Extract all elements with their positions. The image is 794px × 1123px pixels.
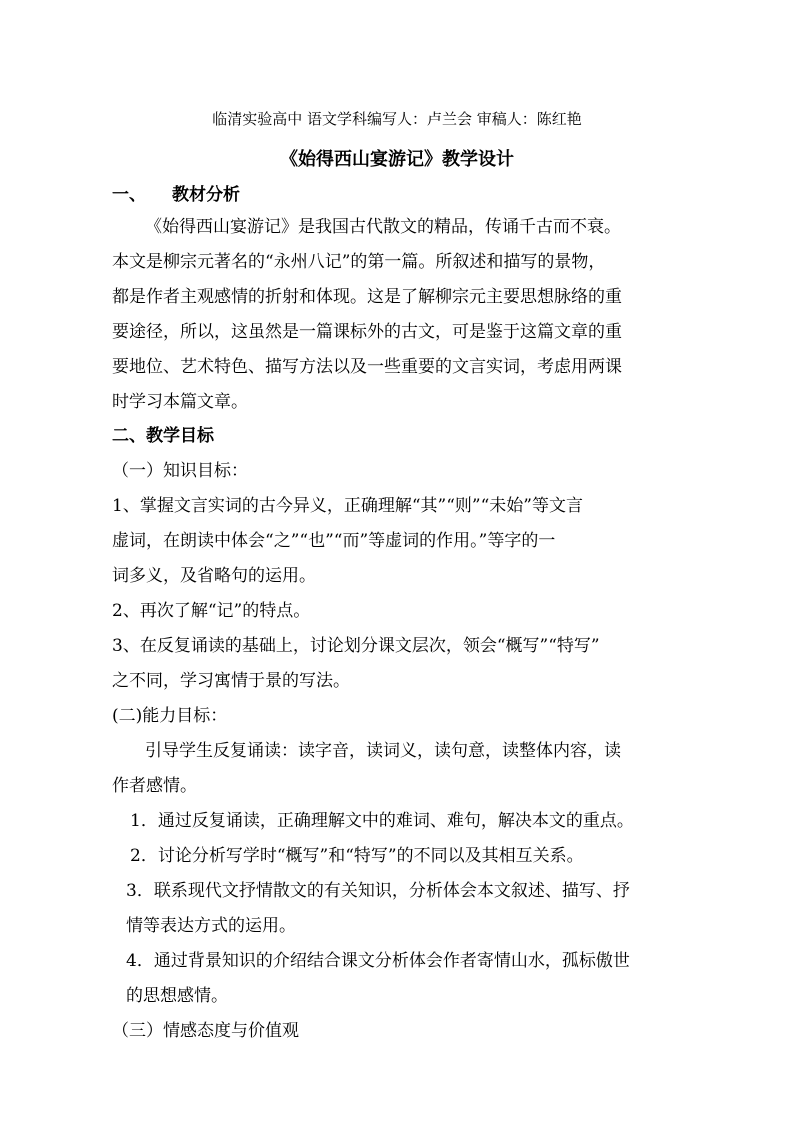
para1-line: 本文是柳宗元著名的“永州八记”的第一篇。所叙述和描写的景物， — [112, 252, 606, 272]
sub2-heading: (二)能力目标： — [112, 706, 228, 726]
sub3-heading: （三）情感态度与价值观 — [112, 1021, 299, 1041]
ability-item-4: 4．通过背景知识的介绍结合课文分析体会作者寄情山水，孤标傲世 — [126, 951, 630, 971]
ability-item-2: 2．讨论分析写学时“概写”和“特写”的不同以及其相互关系。 — [130, 846, 584, 866]
ability-intro: 引导学生反复诵读：读字音，读词义，读句意，读整体内容，读 — [145, 741, 621, 761]
section1-number: 一、 — [112, 185, 146, 205]
knowledge-item-1: 虚词，在朗读中体会“之”“也”“而”等虚词的作用。”等字的一 — [112, 531, 556, 551]
knowledge-item-3: 3、在反复诵读的基础上，讨论划分课文层次，领会“概写”“特写” — [112, 636, 600, 656]
sub1-heading: （一）知识目标： — [112, 461, 248, 481]
para1-line: 要地位、艺术特色、描写方法以及一些重要的文言实词，考虑用两课 — [112, 357, 622, 377]
knowledge-item-2: 2、再次了解“记”的特点。 — [112, 601, 311, 621]
para1-line: 《始得西山宴游记》是我国古代散文的精品，传诵千古而不衰。 — [145, 217, 621, 237]
ability-item-3: 3．联系现代文抒情散文的有关知识，分析体会本文叙述、描写、抒 — [126, 881, 630, 901]
para1-line: 都是作者主观感情的折射和体现。这是了解柳宗元主要思想脉络的重 — [112, 287, 622, 307]
para1-line: 要途径，所以，这虽然是一篇课标外的古文，可是鉴于这篇文章的重 — [112, 322, 622, 342]
knowledge-item-3: 之不同，学习寓情于景的写法。 — [112, 671, 350, 691]
document-header: 临清实验高中 语文学科编写人：卢兰会 审稿人：陈红艳 — [212, 110, 582, 128]
ability-item-4: 的思想感情。 — [126, 986, 228, 1006]
ability-item-1: 1．通过反复诵读，正确理解文中的难词、难句，解决本文的重点。 — [130, 811, 634, 831]
section1-heading: 教材分析 — [172, 185, 240, 205]
section2-heading: 二、教学目标 — [112, 426, 214, 446]
knowledge-item-1: 词多义，及省略句的运用。 — [112, 566, 316, 586]
para1-line: 时学习本篇文章。 — [112, 392, 248, 412]
ability-intro: 作者感情。 — [112, 776, 197, 796]
knowledge-item-1: 1、掌握文言实词的古今异义，正确理解“其”“则”“未始”等文言 — [112, 496, 583, 516]
ability-item-3: 情等表达方式的运用。 — [126, 916, 296, 936]
page-title: 《始得西山宴游记》教学设计 — [280, 149, 514, 170]
